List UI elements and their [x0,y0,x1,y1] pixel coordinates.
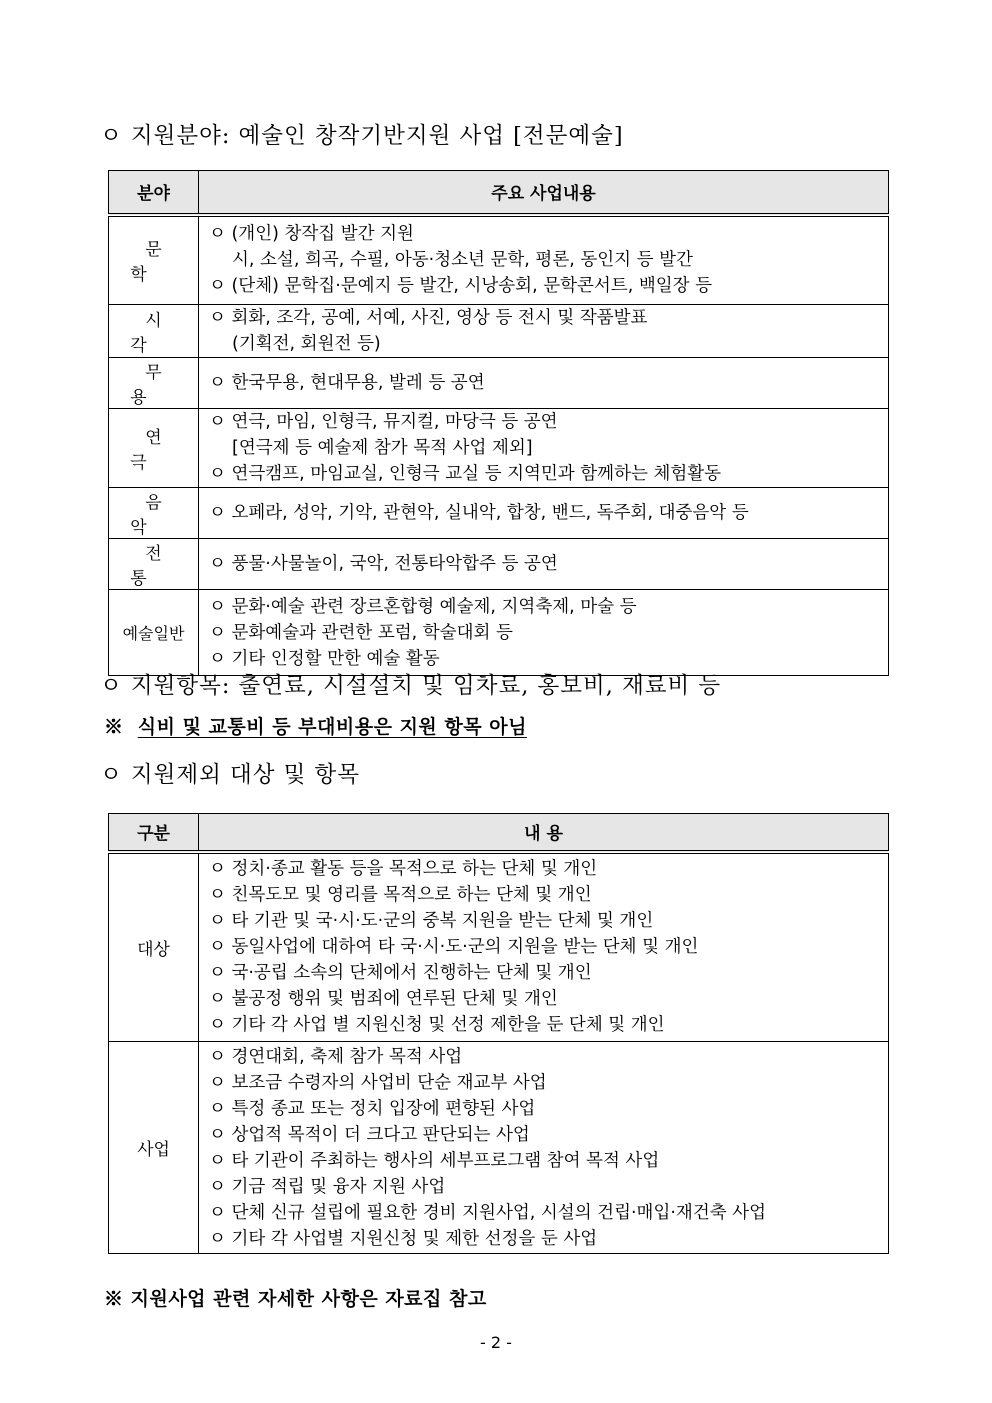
section-heading-support-items: ㅇ 지원항목: 출연료, 시설설치 및 임차료, 홍보비, 재료비 등 [100,673,722,699]
row-content: ㅇ 문화·예술 관련 장르혼합형 예술제, 지역축제, 마술 등 ㅇ 문화예술과 관련한 포럼, 학술대회 등 ㅇ 기타 인정할 만한 예술 활동 [199,590,889,676]
table-row [109,305,889,358]
row-content: ㅇ 경연대회, 축제 참가 목적 사업 ㅇ 보조금 수령자의 사업비 단순 재교부 사업 ㅇ 특정 종교 또는 정치 입장에 편향된 사업 ㅇ 상업적 목적이 더 크다고 판단되는 사업 ㅇ 타 기관이 주최하는 행사의 세부프로그램 참여 목적 사업 ㅇ 기금 적립 및 융자 지원 사업 ㅇ 단체 신규 설립에 필요한 경비 지원사업, 시설의 건립·매입·재건축 사업 ㅇ 기타 각 사업별 지원신청 및 제한 선정을 둔 사업 [199,1042,889,1254]
support-fields-table [108,170,889,676]
page-number: - 2 - [480,1333,512,1352]
exclusion-note [104,712,527,739]
note-mark: ※ [104,716,124,738]
row-content: ㅇ 연극, 마임, 인형극, 뮤지컬, 마당극 등 공연 [연극제 등 예술제 참가 목적 사업 제외] ㅇ 연극캠프, 마임교실, 인형극 교실 등 지역민과 함께하는 체험활동 [199,409,889,488]
table-row [109,1042,889,1254]
row-category: 사업 [109,1042,199,1254]
row-category: 대상 [109,852,199,1042]
row-content: ㅇ (개인) 창작집 발간 지원 시, 소설, 희곡, 수필, 아동·청소년 문학, 평론, 동인지 등 발간 ㅇ (단체) 문학집·문예지 등 발간, 시낭송회, 문학콘서트, 백일장 등 [199,215,889,305]
table-header-category: 구분 [109,814,199,852]
table-row [109,215,889,305]
reference-note: ※ 지원사업 관련 자세한 사항은 자료집 참고 [104,1288,487,1310]
row-category: 시 각 [109,305,199,358]
row-content: ㅇ 회화, 조각, 공예, 서예, 사진, 영상 등 전시 및 작품발표 (기획전, 회원전 등) [199,305,889,358]
table-row [109,358,889,409]
row-content: ㅇ 한국무용, 현대무용, 발레 등 공연 [199,358,889,409]
row-category: 문 학 [109,215,199,305]
exclusions-table [108,813,889,1254]
table-header-category: 분야 [109,171,199,215]
row-content: ㅇ 풍물·사물놀이, 국악, 전통타악합주 등 공연 [199,539,889,590]
row-content: ㅇ 오페라, 성악, 기악, 관현악, 실내악, 합창, 밴드, 독주회, 대중음악 등 [199,488,889,539]
table-row [109,539,889,590]
row-category: 전 통 [109,539,199,590]
row-category: 음 악 [109,488,199,539]
section-heading-exclusions: ㅇ 지원제외 대상 및 항목 [100,762,360,788]
note-text: 식비 및 교통비 등 부대비용은 지원 항목 아님 [137,716,527,738]
table-row [109,590,889,676]
table-header-content: 내 용 [199,814,889,852]
table-header-content: 주요 사업내용 [199,171,889,215]
row-category: 연 극 [109,409,199,488]
table-row [109,409,889,488]
row-content: ㅇ 정치·종교 활동 등을 목적으로 하는 단체 및 개인 ㅇ 친목도모 및 영리를 목적으로 하는 단체 및 개인 ㅇ 타 기관 및 국·시·도·군의 중복 지원을 받는 단체 및 개인 ㅇ 동일사업에 대하여 타 국·시·도·군의 지원을 받는 단체 및 개인 ㅇ 국·공립 소속의 단체에서 진행하는 단체 및 개인 ㅇ 불공정 행위 및 범죄에 연루된 단체 및 개인 ㅇ 기타 각 사업 별 지원신청 및 선정 제한을 둔 단체 및 개인 [199,852,889,1042]
row-category: 예술일반 [109,590,199,676]
table-row [109,488,889,539]
row-category: 무 용 [109,358,199,409]
section-heading-support-fields: ㅇ 지원분야: 예술인 창작기반지원 사업 [전문예술] [100,123,624,149]
table-row [109,852,889,1042]
